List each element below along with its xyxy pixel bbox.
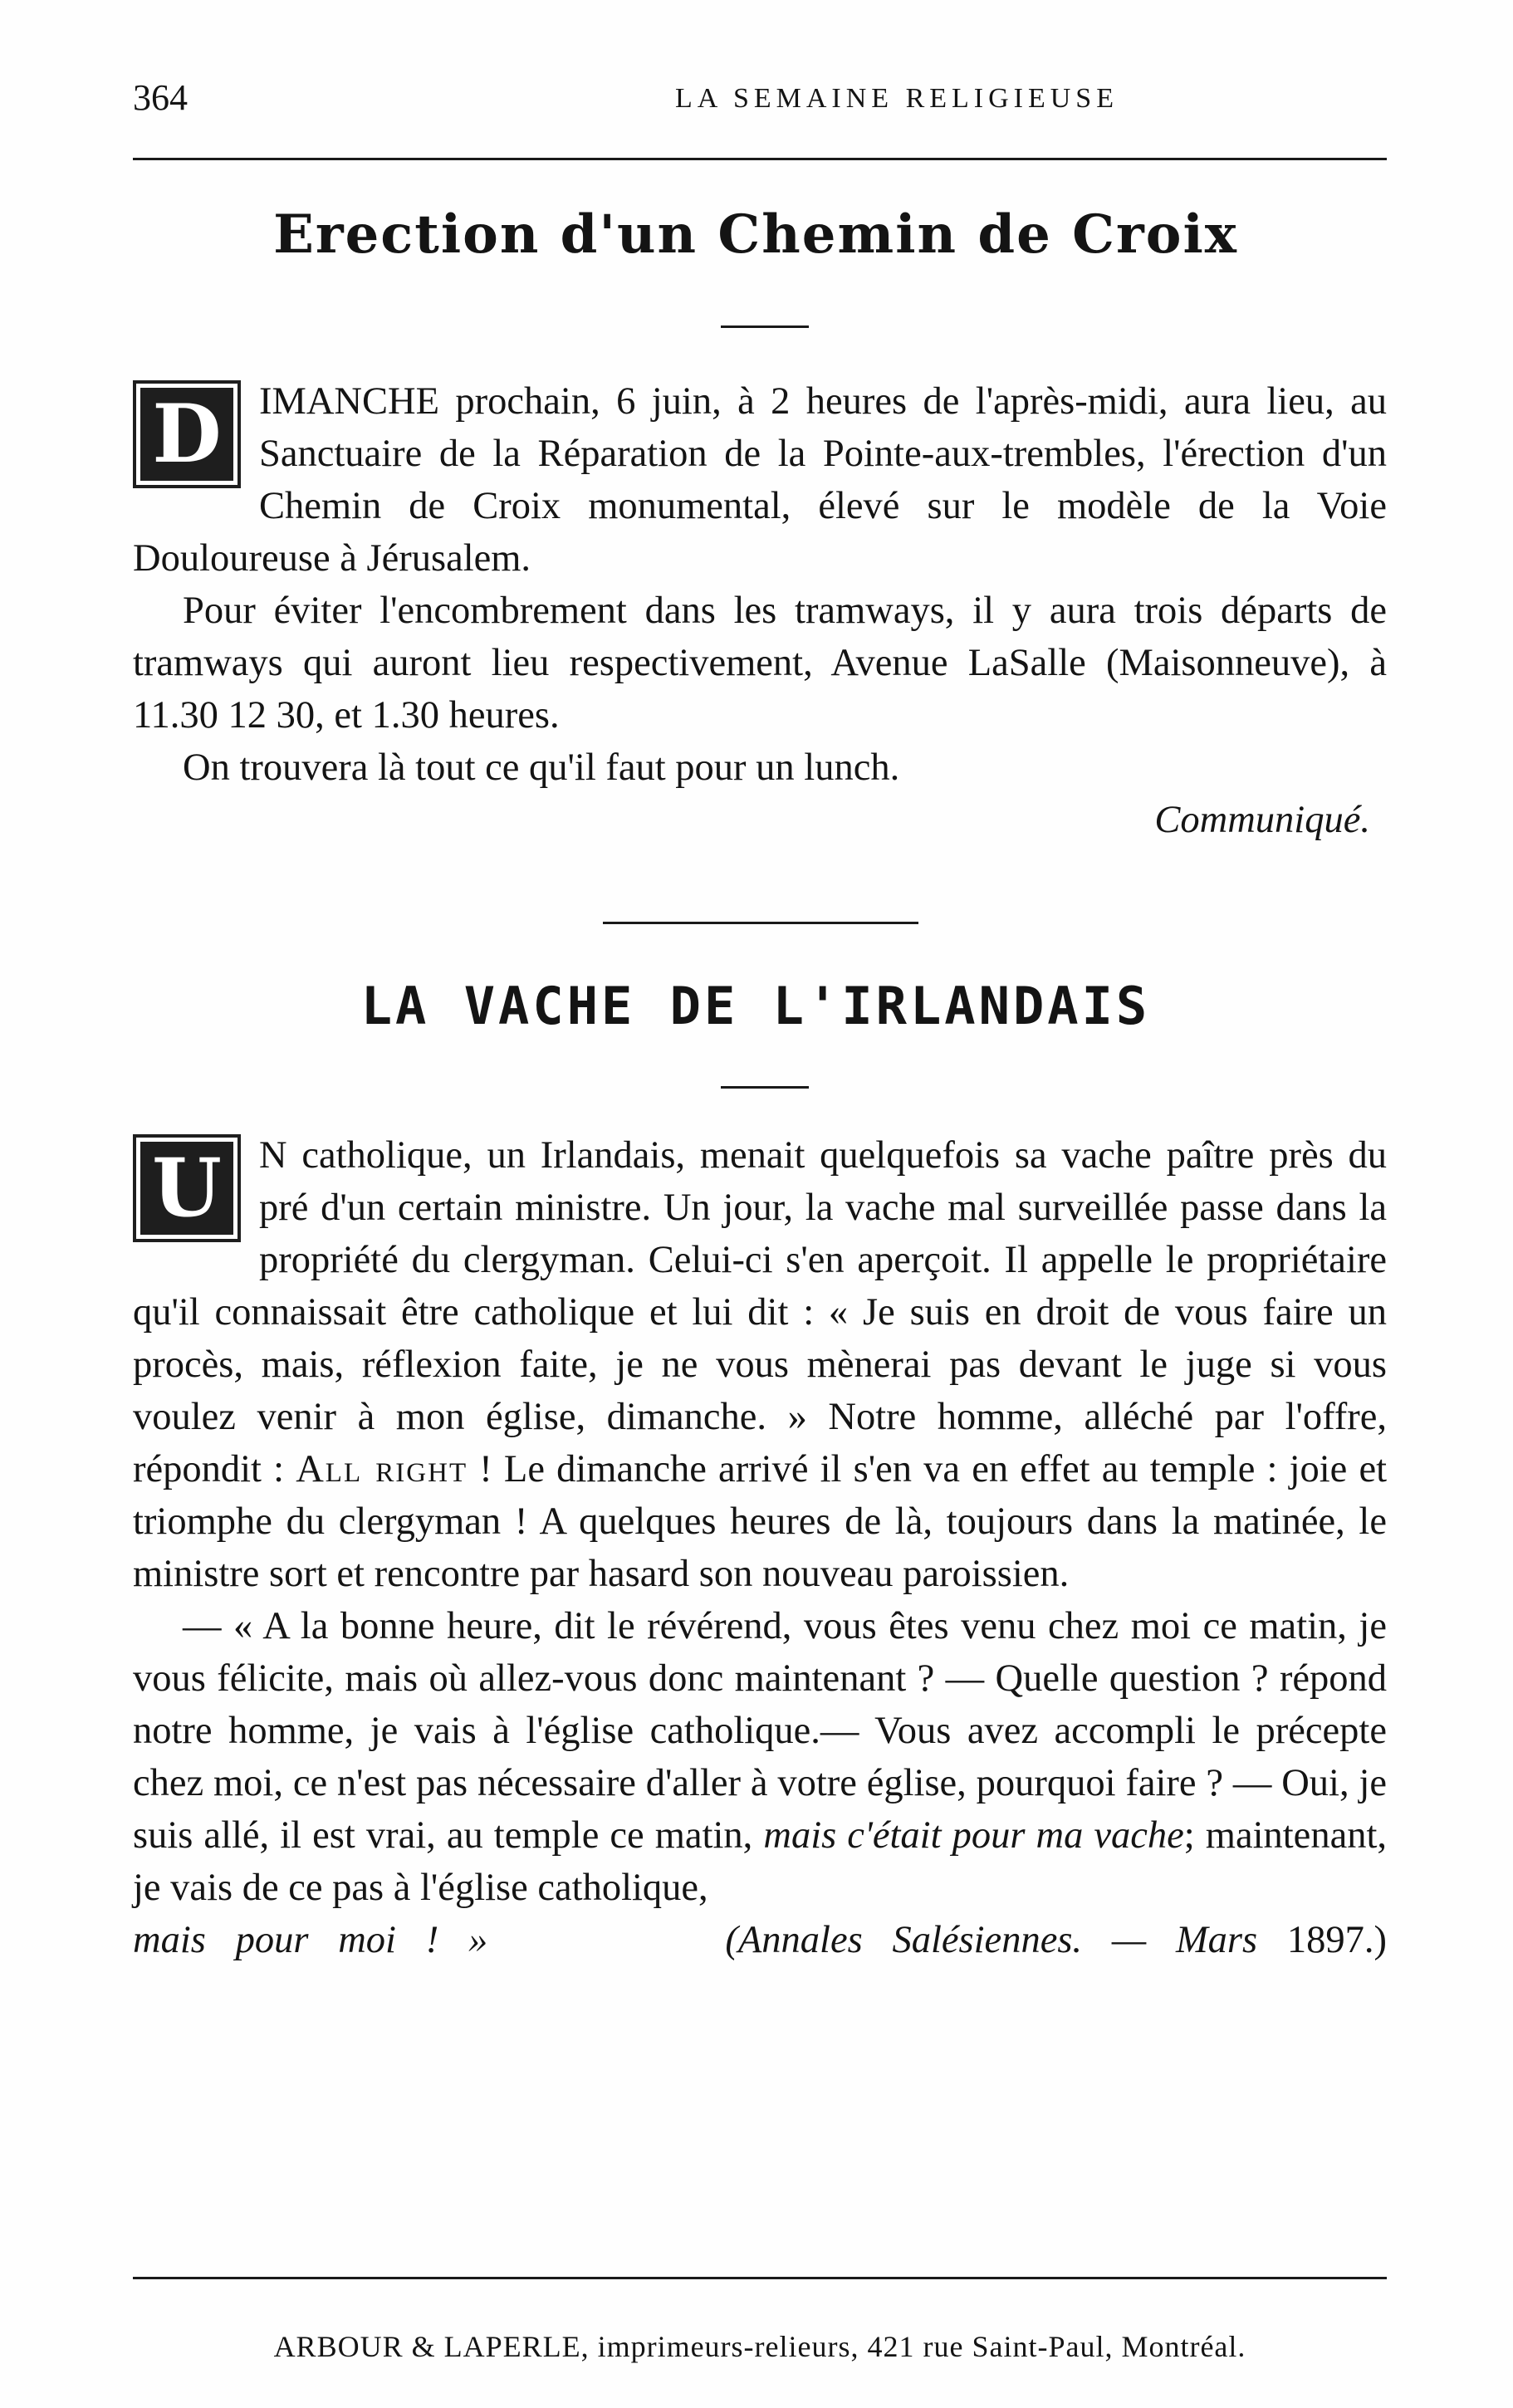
article-1-paragraph-3: On trouvera là tout ce qu'il faut pour un lunch.: [183, 746, 900, 789]
article-1-title: Erection d'un Chemin de Croix: [273, 203, 1238, 266]
printer-imprint: ARBOUR & LAPERLE, imprimeurs-relieurs, 421 rue Saint-Paul, Montréal.: [273, 2330, 1246, 2363]
dropcap-d-icon: D: [133, 380, 241, 488]
article-separator: [603, 922, 918, 924]
running-title: LA SEMAINE RELIGIEUSE: [675, 83, 1119, 114]
page-number: 364: [133, 77, 188, 118]
footer-rule: [133, 2277, 1387, 2279]
dropcap-u-icon: U: [133, 1134, 241, 1242]
article-1-body: [133, 375, 1387, 846]
source-year: 1897.): [1286, 1919, 1388, 1961]
source-citation: (Annales Salésiennes. — Mars: [725, 1919, 1258, 1961]
article-2-text-2a: — « A la bonne heure, dit le révérend, vous êtes venu chez moi ce matin, je vous félicite, mais où allez-vous donc maintenant ? — Quelle question ? répond notre homme, je vais à l'église catholique.— Vous avez accompli le précepte chez moi, ce n'est pas nécessaire d'aller à votre église, pourquoi faire ? — Oui, je suis allé, il est vrai, au temple ce matin,: [133, 1605, 1387, 1857]
article-1-text-1: IMANCHE prochain, 6 juin, à 2 heures de l'après-midi, aura lieu, au Sanctuaire de la Réparation de la Pointe-aux-trembles, l'érection d'un Chemin de Croix monumental, élevé sur le modèle de la Voie Douloureuse à Jérusalem.: [133, 380, 1387, 580]
article-1-signature: Communiqué.: [1154, 799, 1370, 841]
article-2-closing-line: [133, 1914, 1387, 1966]
article-2-text-1a: N catholique, un Irlandais, menait quelquefois sa vache paître près du pré d'un certain ministre. Un jour, la vache mal surveillée passe dans la propriété du clergyman. Celui-ci s'en aperçoit. Il appelle le propriétaire qu'il connaissait être catholique et lui dit : « Je suis en droit de vous faire un procès, mais, réflexion faite, je ne vous mènerai pas devant le juge si vous voulez venir à mon église, dimanche. » Notre homme, alléché par l'offre, répondit :: [133, 1134, 1387, 1490]
article-2-title: LA VACHE DE L'IRLANDAIS: [360, 976, 1151, 1036]
italic-quote-2: mais pour moi ! »: [133, 1919, 488, 1961]
article-1-paragraph-1: [133, 375, 1387, 585]
article-2-paragraph-1: [133, 1129, 1387, 1600]
all-right-text: All right: [296, 1448, 468, 1490]
article-1-paragraph-2: Pour éviter l'encombrement dans les tramways, il y aura trois départs de tramways qui auront lieu respectivement, Avenue LaSalle (Maisonneuve), à 11.30 12 30, et 1.30 heures.: [133, 590, 1387, 737]
italic-quote-1: mais c'était pour ma vache: [763, 1814, 1184, 1857]
title-2-separator: [721, 1086, 809, 1089]
article-2-text-2b: ; maintenant, je vais de ce pas à l'église catholique,: [133, 1814, 1388, 1909]
article-2-paragraph-2: [133, 1600, 1387, 1914]
article-2-body: [133, 1129, 1387, 1966]
title-1-separator: [721, 325, 809, 328]
header-rule: [133, 158, 1387, 160]
article-2-text-1b: ! Le dimanche arrivé il s'en va en effet au temple : joie et triomphe du clergyman ! A quelques heures de là, toujours dans la matinée, le ministre sort et rencontre par hasard son nouveau paroissien.: [133, 1448, 1388, 1595]
